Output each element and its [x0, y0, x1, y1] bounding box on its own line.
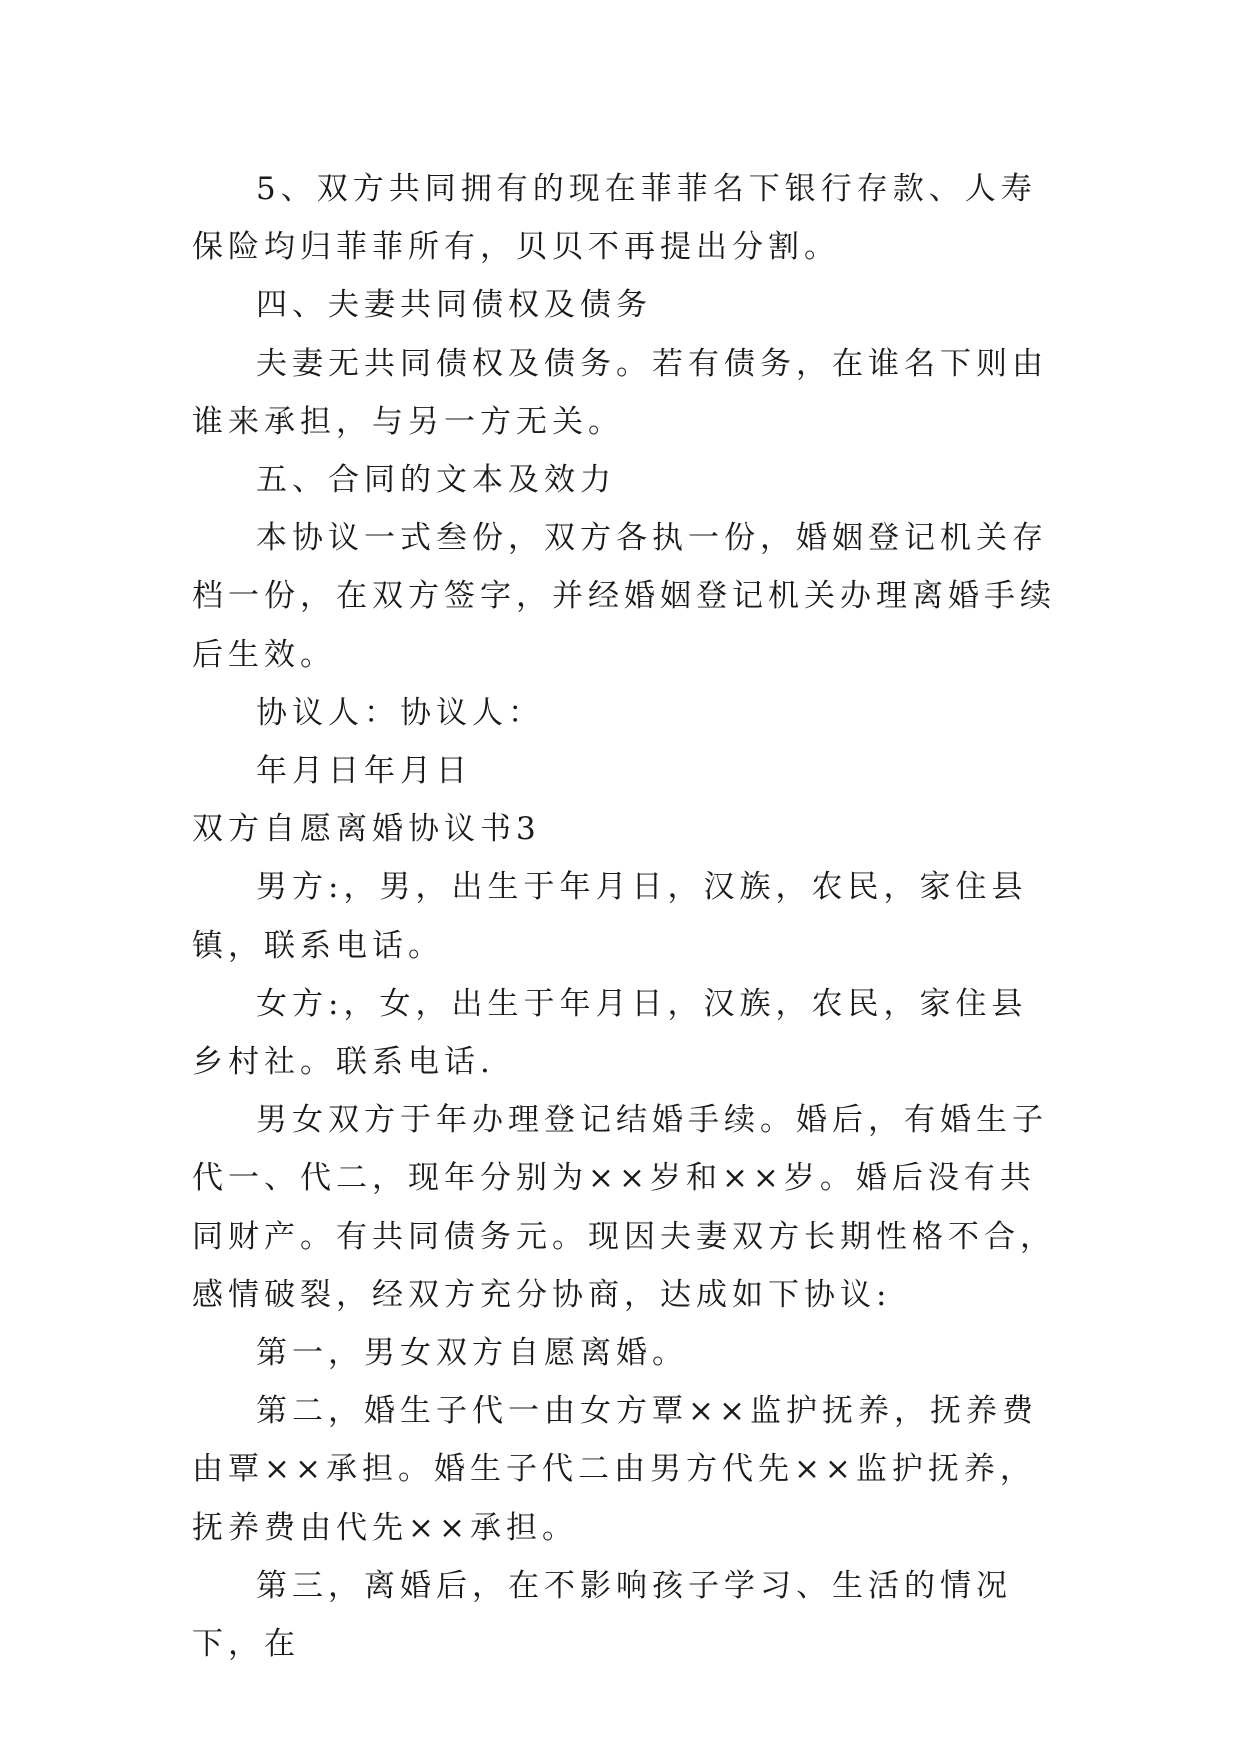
signature-line: 协议人：协议人：	[256, 694, 544, 731]
paragraph-background: 男女双方于年办理登记结婚手续。婚后，有婚生子代一、代二，现年分别为××岁和××岁。婚后没有共同财产。有共同债务元。现因夫妻双方长期性格不合，感情破裂，经双方充分协商，达成如下协议:	[192, 1102, 1056, 1313]
paragraph-female-party: 女方:，女，出生于年月日，汉族，农民，家住县乡村社。联系电话.	[192, 985, 1028, 1081]
section-heading-debts: 四、夫妻共同债权及债务	[256, 287, 652, 324]
paragraph-debts: 夫妻无共同债权及债务。若有债务，在谁名下则由谁来承担，与另一方无关。	[192, 345, 1048, 440]
clause-second: 第二，婚生子代一由女方覃××监护抚养，抚养费由覃××承担。婚生子代二由男方代先××监护抚养，抚养费由代先××承担。	[192, 1393, 1038, 1546]
clause-first: 第一，男女双方自愿离婚。	[256, 1335, 688, 1372]
section-heading-contract-validity: 五、合同的文本及效力	[256, 462, 616, 499]
paragraph-bank-deposit-clause: 5、双方共同拥有的现在菲菲名下银行存款、人寿保险均归菲菲所有，贝贝不再提出分割。	[192, 171, 1037, 266]
document-body	[192, 160, 1062, 1673]
date-line: 年月日年月日	[256, 753, 472, 790]
clause-third: 第三，离婚后，在不影响孩子学习、生活的情况下，在	[192, 1567, 1012, 1663]
agreement-title: 双方自愿离婚协议书3	[192, 811, 541, 848]
paragraph-male-party: 男方:，男，出生于年月日，汉族，农民，家住县镇，联系电话。	[192, 869, 1028, 964]
paragraph-contract-validity: 本协议一式叁份，双方各执一份，婚姻登记机关存档一份，在双方签字，并经婚姻登记机关办理离婚手续后生效。	[192, 520, 1056, 673]
